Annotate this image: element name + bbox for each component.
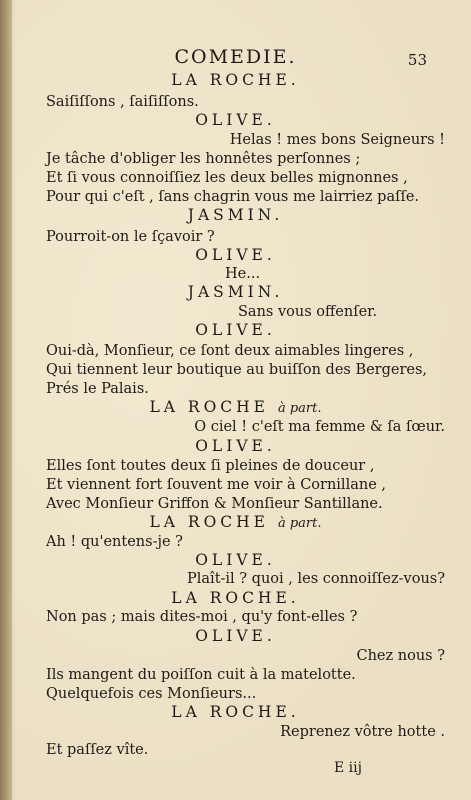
speaker-name: OLIVE.	[195, 551, 276, 569]
speaker-name	[40, 398, 431, 418]
verse-line: Oui-dà, Monſieur, ce ſont deux aimables lingeres ,	[46, 343, 414, 359]
verse-line: Je tâche d'obliger les honnêtes perſonnes ;	[46, 151, 361, 167]
verse-line: Qui tiennent leur boutique au buiſſon des Bergeres,	[46, 362, 428, 378]
verse-line: Et viennent fort ſouvent me voir à Cornillane ,	[46, 477, 386, 493]
verse-line: Non pas ; mais dites-moi , qu'y font-elles ?	[46, 609, 358, 625]
verse-line: Pour qui c'eſt , ſans chagrin vous me lairriez paſſe.	[46, 189, 420, 205]
speaker-name: LA ROCHE.	[171, 703, 300, 721]
speaker-name: OLIVE.	[195, 321, 276, 339]
verse-line: Quelquefois ces Monſieurs...	[46, 686, 257, 702]
signature-mark: E iij	[334, 760, 362, 776]
verse-line: Reprenez vôtre hotte .	[280, 724, 445, 740]
speaker-label: LA ROCHE	[149, 398, 269, 416]
speaker-name: JASMIN.	[187, 206, 284, 224]
verse-line: Prés le Palais.	[46, 381, 149, 397]
verse-line: O ciel ! c'eſt ma femme & ſa ſœur.	[194, 419, 445, 435]
verse-line: Sans vous offenſer.	[238, 304, 378, 320]
running-title: COMEDIE.	[174, 46, 297, 68]
speaker-name: OLIVE.	[195, 627, 276, 645]
verse-line: Et paſſez vîte.	[46, 742, 149, 758]
speaker-name: LA ROCHE.	[171, 589, 300, 607]
speaker-name: OLIVE.	[195, 246, 276, 264]
verse-line: Helas ! mes bons Seigneurs !	[229, 132, 445, 148]
verse-line: Ils mangent du poiſſon cuit à la matelotte.	[46, 667, 356, 683]
speaker-name	[40, 513, 431, 533]
speaker-name: LA ROCHE.	[171, 71, 300, 89]
speaker-name: JASMIN.	[187, 283, 284, 301]
verse-line: Avec Monſieur Griffon & Monſieur Santillane.	[46, 496, 383, 512]
page-number: 53	[407, 51, 427, 69]
verse-line: Et ſi vous connoiſſiez les deux belles mignonnes ,	[46, 170, 408, 186]
verse-line: He...	[225, 266, 261, 282]
verse-line: Ah ! qu'entens-je ?	[46, 534, 183, 550]
speaker-label: LA ROCHE	[149, 513, 269, 531]
verse-line: Pourroit-on le ſçavoir ?	[46, 229, 215, 245]
speaker-name: OLIVE.	[195, 111, 276, 129]
verse-line: Elles ſont toutes deux ſi pleines de douceur ,	[46, 458, 375, 474]
speaker-name: OLIVE.	[195, 437, 276, 455]
stage-direction: à part.	[277, 401, 322, 416]
verse-line: Plaît-il ? quoi , les connoiſſez-vous?	[187, 571, 445, 587]
verse-line: Chez nous ?	[356, 648, 445, 664]
verse-line: Saiſiſſons , ſaiſiſſons.	[46, 94, 199, 110]
stage-direction: à part.	[277, 516, 322, 531]
book-gutter	[0, 0, 12, 800]
